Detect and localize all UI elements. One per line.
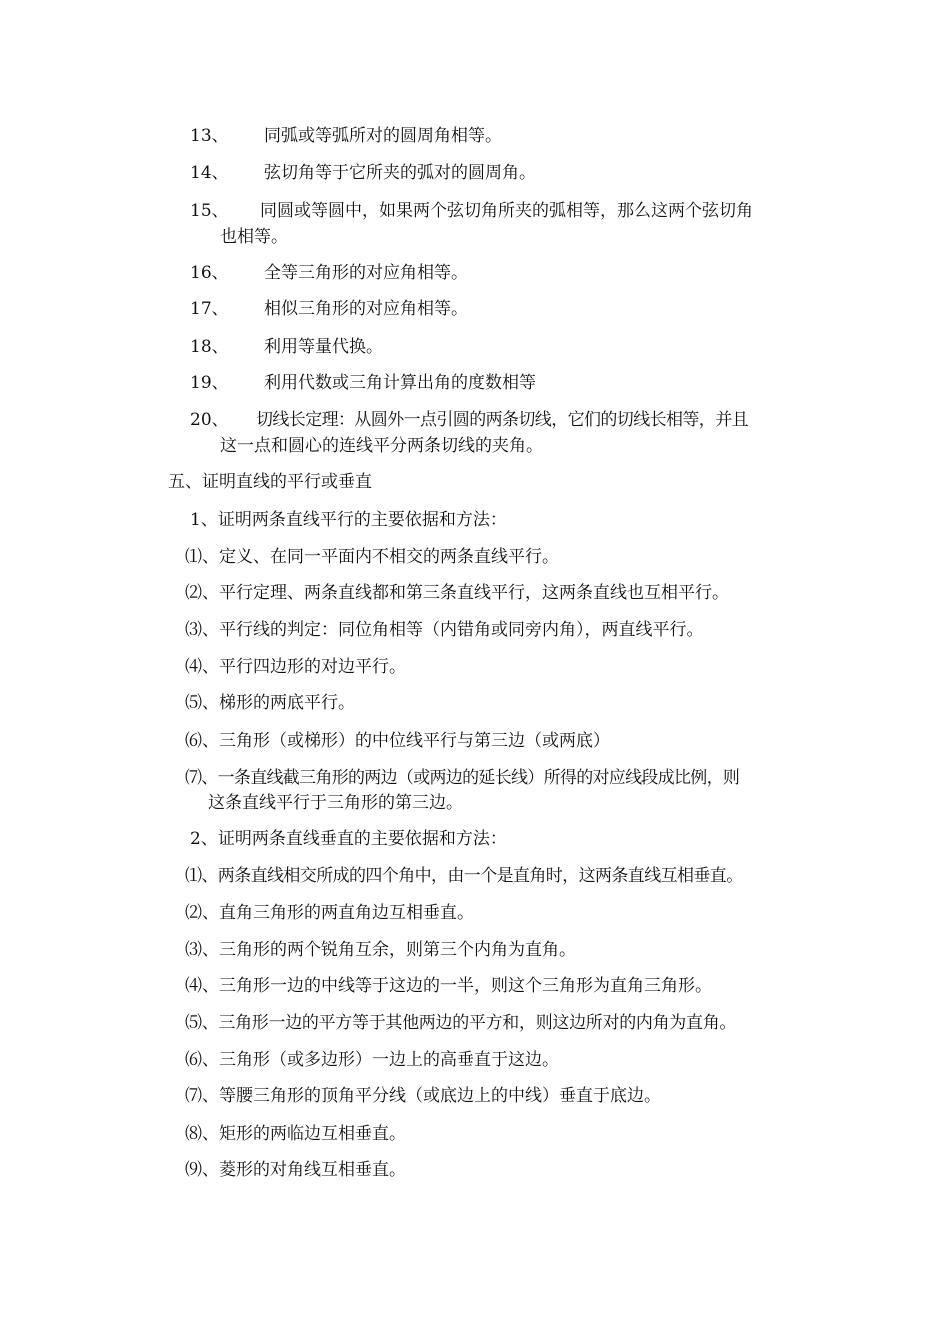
item-number: 19、 xyxy=(190,373,229,393)
item-text: 全等三角形的对应角相等。 xyxy=(264,263,468,283)
perpendicular-item-2: ⑵、直角三角形的两直角边互相垂直。 xyxy=(185,903,474,923)
item-number: 20、 xyxy=(190,410,229,430)
list-item-17 xyxy=(190,297,468,321)
list-item-13 xyxy=(190,124,502,148)
item-text: 切线长定理：从圆外一点引圆的两条切线，它们的切线长相等，并且 xyxy=(256,410,748,430)
list-item-14 xyxy=(190,161,536,185)
perpendicular-item-7: ⑺、等腰三角形的顶角平分线（或底边上的中线）垂直于底边。 xyxy=(185,1086,661,1106)
item-number: 18、 xyxy=(190,337,229,357)
perpendicular-item-8: ⑻、矩形的两临边互相垂直。 xyxy=(185,1124,406,1144)
list-item-18 xyxy=(190,335,383,359)
item-text: 利用代数或三角计算出角的度数相等 xyxy=(264,373,536,393)
parallel-item-3: ⑶、平行线的判定：同位角相等（内错角或同旁内角），两直线平行。 xyxy=(185,620,704,640)
list-item-15-continuation: 也相等。 xyxy=(220,227,288,247)
perpendicular-item-5: ⑸、三角形一边的平方等于其他两边的平方和，则这边所对的内角为直角。 xyxy=(185,1013,737,1033)
item-text: 弦切角等于它所夹的弧对的圆周角。 xyxy=(264,163,536,183)
parallel-heading: 1、证明两条直线平行的主要依据和方法： xyxy=(190,510,507,530)
section-title: 五、证明直线的平行或垂直 xyxy=(168,472,372,492)
item-number: 13、 xyxy=(190,126,229,146)
item-number: 17、 xyxy=(190,299,229,319)
perpendicular-item-6: ⑹、三角形（或多边形）一边上的高垂直于这边。 xyxy=(185,1050,559,1070)
item-number: 14、 xyxy=(190,163,229,183)
list-item-20-continuation: 这一点和圆心的连线平分两条切线的夹角。 xyxy=(220,436,543,456)
perpendicular-heading: 2、证明两条直线垂直的主要依据和方法： xyxy=(190,829,507,849)
list-item-16 xyxy=(190,261,468,285)
parallel-item-2: ⑵、平行定理、两条直线都和第三条直线平行，这两条直线也互相平行。 xyxy=(185,583,729,603)
list-item-15 xyxy=(190,199,753,223)
list-item-19 xyxy=(190,371,536,395)
perpendicular-item-4: ⑷、三角形一边的中线等于这边的一半，则这个三角形为直角三角形。 xyxy=(185,976,712,996)
perpendicular-item-9: ⑼、菱形的对角线互相垂直。 xyxy=(185,1160,406,1180)
item-text: 利用等量代换。 xyxy=(264,337,383,357)
parallel-item-4: ⑷、平行四边形的对边平行。 xyxy=(185,657,406,677)
item-text: 同弧或等弧所对的圆周角相等。 xyxy=(264,126,502,146)
item-number: 16、 xyxy=(190,263,229,283)
item-number: 15、 xyxy=(190,201,229,221)
parallel-item-7-continuation: 这条直线平行于三角形的第三边。 xyxy=(208,793,463,813)
parallel-item-6: ⑹、三角形（或梯形）的中位线平行与第三边（或两底） xyxy=(185,731,610,751)
perpendicular-item-1: ⑴、两条直线相交所成的四个角中，由一个是直角时，这两条直线互相垂直。 xyxy=(185,866,743,886)
perpendicular-item-3: ⑶、三角形的两个锐角互余，则第三个内角为直角。 xyxy=(185,940,576,960)
list-item-20 xyxy=(190,408,748,432)
item-text: 相似三角形的对应角相等。 xyxy=(264,299,468,319)
item-text: 同圆或等圆中，如果两个弦切角所夹的弧相等，那么这两个弦切角 xyxy=(260,201,753,221)
parallel-item-1: ⑴、定义、在同一平面内不相交的两条直线平行。 xyxy=(185,547,559,567)
parallel-item-7: ⑺、一条直线截三角形的两边（或两边的延长线）所得的对应线段成比例，则 xyxy=(185,768,740,788)
parallel-item-5: ⑸、梯形的两底平行。 xyxy=(185,693,355,713)
